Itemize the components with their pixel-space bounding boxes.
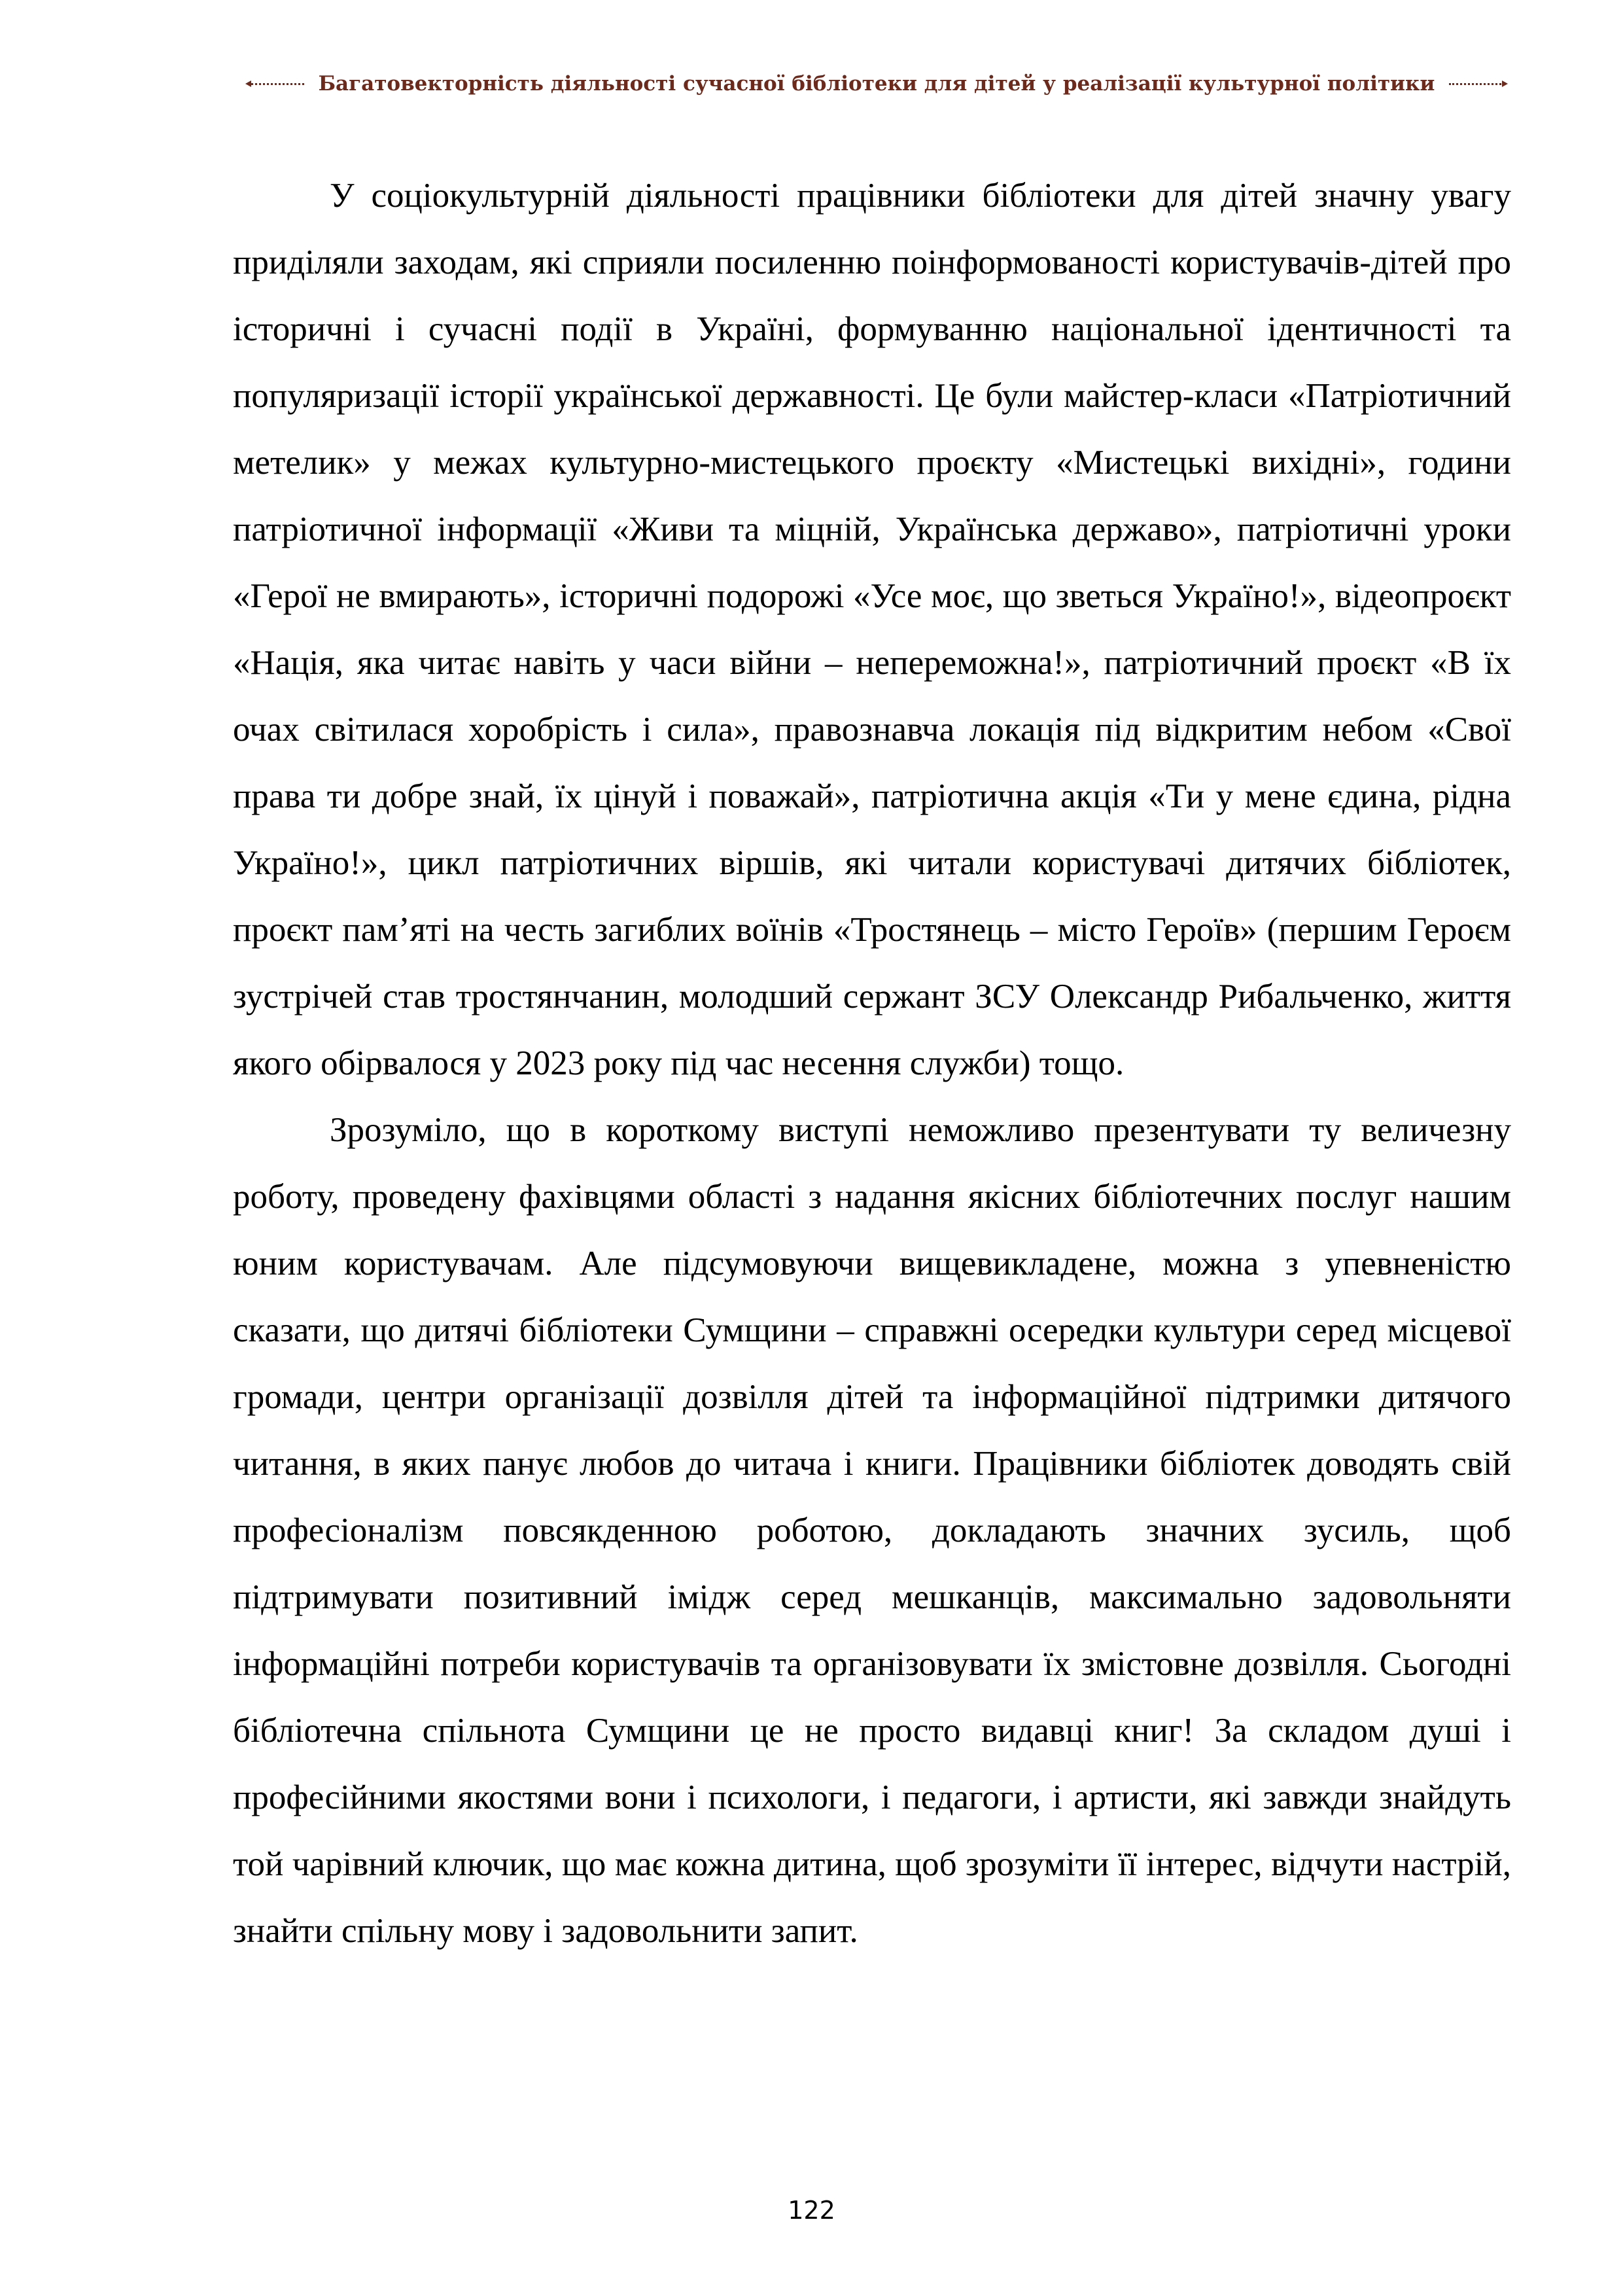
paragraph-2: Зрозуміло, що в короткому виступі неможливо презентувати ту величезну роботу, проведену фахівцями області з надання якісних бібліотечних послуг нашим юним користувачам. Але підсумовуючи вищевикладене, можна з упевненістю сказати, що дитячі бібліотеки Сумщини – справжні осередки культури серед місцевої громади, центри організації дозвілля дітей та інформаційної підтримки дитячого читання, в яких панує любов до читача і книги. Працівники бібліотек доводять свій професіоналізм повсякденною роботою, докладають значних зусиль, щоб підтримувати позитивний імідж серед мешканців, максимально задовольняти інформаційні потреби користувачів та організовувати їх змістовне дозвілля. Сьогодні бібліотечна спільнота Сумщини це не просто видавці книг! За складом душі і професійними якостями вони і психологи, і педагоги, і артисти, які завжди знайдуть той чарівний ключик, що має кожна дитина, щоб зрозуміти її інтерес, відчути настрій, знайти спільну мову і задовольнити запит. xyxy=(233,1111,1511,1950)
header-left-arrow-rule xyxy=(248,83,304,85)
body-text xyxy=(233,162,1511,1964)
paragraph-1: У соціокультурній діяльності працівники бібліотеки для дітей значну увагу приділяли заходам, які сприяли посиленню поінформованості користувачів-дітей про історичні і сучасні події в Україні, формуванню національної ідентичності та популяризації історії української державності. Це були майстер-класи «Патріотичний метелик» у межах культурно-мистецького проєкту «Мистецькі вихідні», години патріотичної інформації «Живи та міцній, Українська державо», патріотичні уроки «Герої не вмирають», історичні подорожі «Усе моє, що зветься Україно!», відеопроєкт «Нація, яка читає навіть у часи війни – непереможна!», патріотичний проєкт «В їх очах світилася хоробрість і сила», правознавча локація під відкритим небом «Свої права ти добре знай, їх цінуй і поважай», патріотична акція «Ти у мене єдина, рідна Україно!», цикл патріотичних віршів, які читали користувачі дитячих бібліотек, проєкт пам’яті на честь загиблих воїнів «Тростянець – місто Героїв» (першим Героєм зустрічей став тростянчанин, молодший сержант ЗСУ Олександр Рибальченко, життя якого обірвалося у 2023 року під час несення служби) тощо. xyxy=(233,177,1511,1082)
running-header xyxy=(255,64,1498,103)
header-right-arrow-rule xyxy=(1449,83,1505,85)
header-title: Багатовекторність діяльності сучасної бібліотеки для дітей у реалізації культурної політики xyxy=(318,72,1435,96)
page-number: 122 xyxy=(788,2196,835,2225)
